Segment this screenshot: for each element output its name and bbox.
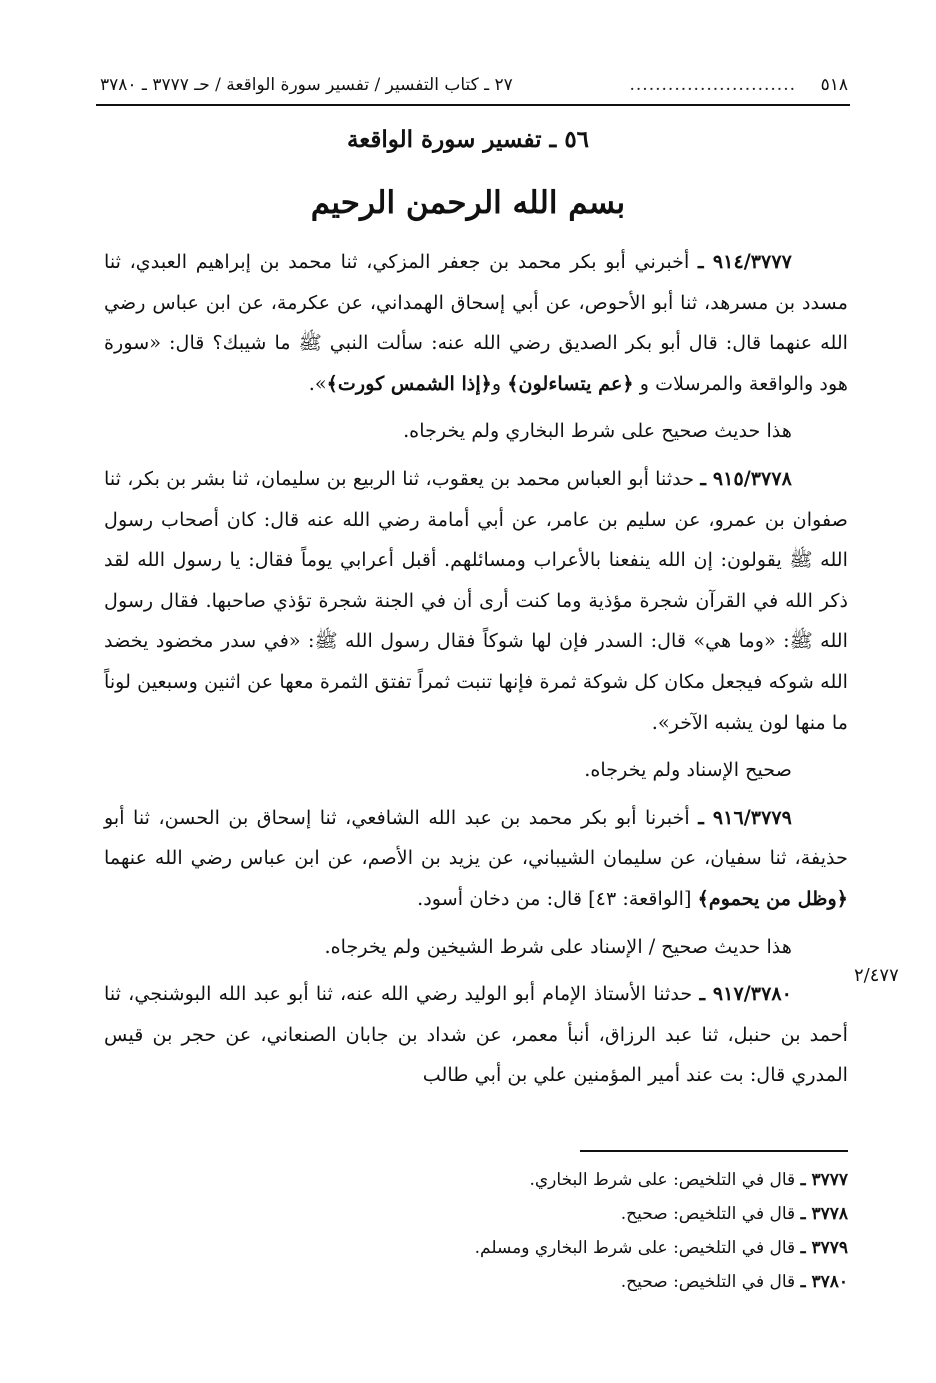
footnote-text: قال في التلخيص: على شرط البخاري ومسلم. xyxy=(474,1238,801,1258)
running-header xyxy=(100,70,848,100)
footnote-number: ٣٧٧٩ ـ xyxy=(800,1238,848,1258)
hadith-3778 xyxy=(104,459,848,743)
quran-quote: ﴿عم يتساءلون﴾ xyxy=(507,371,634,395)
page-number: ٥١٨ xyxy=(820,75,848,95)
running-title: ٢٧ ـ كتاب التفسير / تفسير سورة الواقعة / حـ ٣٧٧٧ ـ ٣٧٨٠ xyxy=(100,75,513,95)
hadith-3777 xyxy=(104,242,848,404)
footnote xyxy=(300,1197,848,1231)
margin-page-reference: ٢/٤٧٧ xyxy=(854,965,899,986)
surah-title: ٥٦ ـ تفسير سورة الواقعة xyxy=(346,126,590,153)
hadith-3780 xyxy=(104,974,848,1096)
hadith-3779 xyxy=(104,798,848,920)
hadith-number: ٩١٤/٣٧٧٧ ـ xyxy=(698,250,792,273)
hadith-text: و xyxy=(491,371,508,395)
quran-quote: ﴿إذا الشمس كورت﴾ xyxy=(326,371,492,395)
hadith-text: ». xyxy=(308,371,327,395)
main-text xyxy=(104,242,848,1096)
footnotes xyxy=(300,1163,848,1299)
hadith-text: أخبرنا أبو بكر محمد بن عبد الله الشافعي، ثنا إسحاق بن الحسن، ثنا أبو حذيفة، ثنا سفيان، عن سليمان الشيباني، عن يزيد بن الأصم، عن ابن عباس رضي الله عنهما xyxy=(104,805,848,870)
footnote-number: ٣٧٧٨ ـ xyxy=(800,1204,848,1224)
hadith-grading: هذا حديث صحيح على شرط البخاري ولم يخرجاه. xyxy=(403,419,792,443)
footnote xyxy=(300,1265,848,1299)
basmala: بسم الله الرحمن الرحيم xyxy=(310,185,626,221)
footnote-number: ٣٧٧٧ ـ xyxy=(800,1170,848,1190)
footnote-text: قال في التلخيص: صحيح. xyxy=(620,1204,801,1224)
hadith-text: أخبرني أبو بكر محمد بن جعفر المزكي، ثنا محمد بن إبراهيم العبدي، ثنا مسدد بن مسرهد، ثنا أبو الأحوص، عن أبي إسحاق الهمداني، عن عكرمة، عن ابن عباس رضي الله عنهما قال: قال أبو بكر الصديق رضي الله عنه: سألت النبي ﷺ ما شيبك؟ قال: «سورة هود والواقعة والمرسلات و xyxy=(104,250,848,395)
footnote-text: قال في التلخيص: صحيح. xyxy=(620,1272,801,1292)
hadith-grading: هذا حديث صحيح / الإسناد على شرط الشيخين ولم يخرجاه. xyxy=(324,934,792,958)
quran-quote: ﴿وظل من يحموم﴾ xyxy=(697,886,848,910)
footnote-rule xyxy=(580,1150,848,1152)
header-rule xyxy=(96,104,850,106)
footnote xyxy=(300,1163,848,1197)
hadith-grading: صحيح الإسناد ولم يخرجاه. xyxy=(584,758,792,782)
hadith-number: ٩١٦/٣٧٧٩ ـ xyxy=(698,805,792,829)
hadith-number: ٩١٥/٣٧٧٨ ـ xyxy=(700,466,792,490)
hadith-text: [الواقعة: ٤٣] قال: من دخان أسود. xyxy=(417,886,698,910)
hadith-text: حدثنا الأستاذ الإمام أبو الوليد رضي الله عنه، ثنا أبو عبد الله البوشنجي، ثنا أحمد بن حنبل، ثنا عبد الرزاق، أنبأ معمر، عن شداد بن جابان الصنعاني، عن حجر بن قيس المدري قال: بت عند أمير المؤمنين علي بن أبي طالب xyxy=(104,982,848,1087)
footnote-number: ٣٧٨٠ ـ xyxy=(800,1272,848,1292)
hadith-text: حدثنا أبو العباس محمد بن يعقوب، ثنا الربيع بن سليمان، ثنا بشر بن بكر، ثنا صفوان بن عمرو، عن سليم بن عامر، عن أبي أمامة رضي الله عنه قال: كان أصحاب رسول الله ﷺ يقولون: إن الله ينفعنا بالأعراب ومسائلهم. أقبل أعرابي يوماً فقال: يا رسول الله لقد ذكر الله في القرآن شجرة مؤذية وما كنت أرى أن في الجنة شجرة تؤذي صاحبها. فقال رسول الله ﷺ: «وما هي» قال: السدر فإن لها شوكاً فقال رسول الله ﷺ: «في سدر مخضود يخضد الله شوكه فيجعل مكان كل شوكة ثمرة فإنها تنبت ثمراً تفتق الثمرة معها عن اثنين وسبعين لوناً ما منها لون يشبه الآخر». xyxy=(104,466,848,734)
footnote xyxy=(300,1231,848,1265)
header-leader-dots: .......................... xyxy=(629,75,796,95)
footnote-text: قال في التلخيص: على شرط البخاري. xyxy=(529,1170,801,1190)
hadith-number: ٩١٧/٣٧٨٠ ـ xyxy=(699,982,792,1006)
